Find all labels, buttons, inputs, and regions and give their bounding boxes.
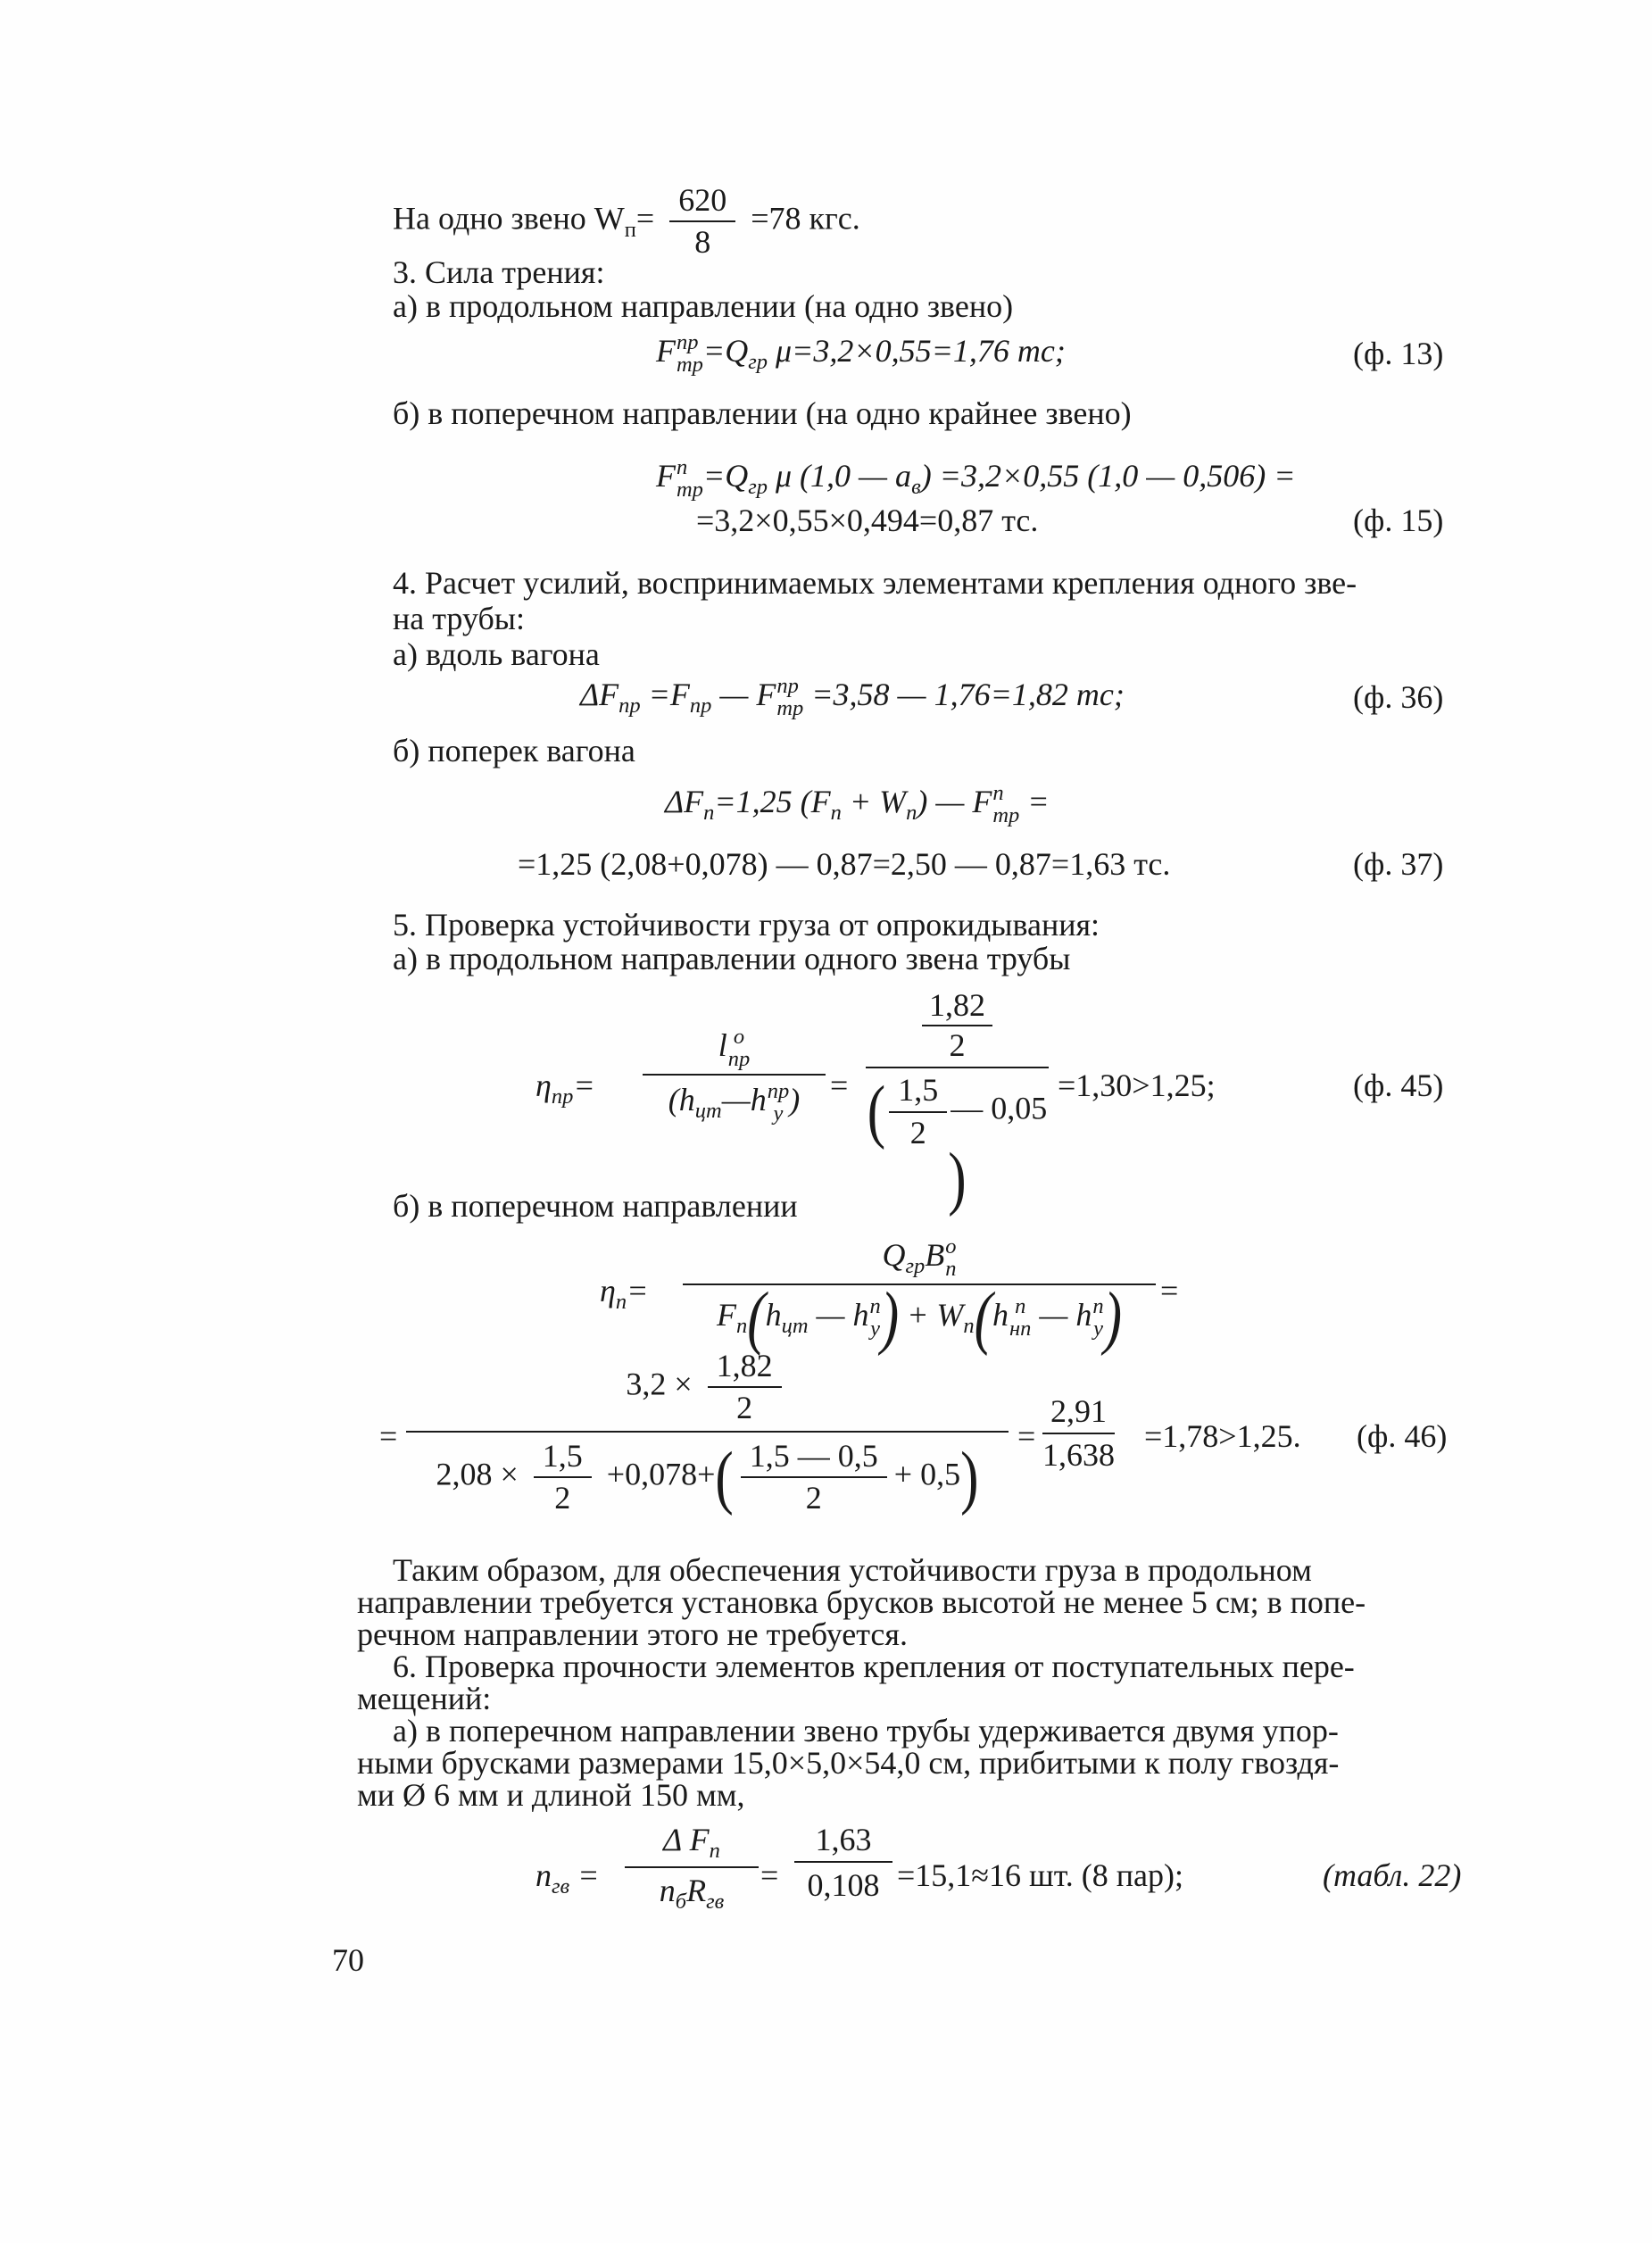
section-4-item-a: а) вдоль вагона — [393, 636, 600, 672]
eta-n-result: =1,78>1,25. — [1144, 1418, 1301, 1454]
sub: в — [911, 475, 921, 500]
num: 1,5 — 0,5 — [741, 1438, 887, 1478]
den: 1,638 — [1042, 1437, 1115, 1474]
ref-f46: (ф. 46) — [1357, 1418, 1448, 1454]
den: 2 — [805, 1480, 822, 1516]
text: μ (1,0 — a — [775, 458, 912, 494]
numerator: 620 — [669, 182, 735, 222]
text: На одно звено W — [393, 200, 625, 237]
text: =Q — [702, 333, 749, 369]
eq-sign-2: = — [1160, 1273, 1179, 1308]
num: Δ F — [663, 1822, 710, 1857]
conclusion-line1: Таким образом, для обеспечения устойчивости груза в продольном — [393, 1552, 1312, 1588]
n-result: =15,1≈16 шт. (8 пар); — [897, 1857, 1184, 1893]
sup-sub: пр тр — [677, 330, 703, 377]
eta-pr-result: =1,30>1,25; — [1058, 1068, 1216, 1103]
formula-force-along: $\Delta F_{пр} =F_{пр}$ — F пр тр =3,58 — 1,76=1,82 тс; — [580, 674, 1125, 720]
text: =1,25 (F — [714, 784, 831, 819]
ref-table22: (табл. 22) — [1323, 1857, 1462, 1893]
den: n — [659, 1872, 676, 1908]
section-3-heading: 3. Сила трения: — [393, 254, 605, 290]
ref-f45: (ф. 45) — [1353, 1068, 1444, 1103]
text: — 0,05 — [951, 1091, 1048, 1127]
text: + W — [841, 784, 907, 819]
text: 3,2 × — [626, 1366, 693, 1402]
text: =3,58 — 1,76=1,82 тс; — [803, 677, 1125, 712]
numerator: 1,82 — [922, 986, 992, 1026]
text: ) =3,2×0,55 (1,0 — 0,506) = — [920, 458, 1296, 494]
page-number: 70 — [332, 1942, 364, 1978]
text: μ=3,2×0,55=1,76 тс; — [775, 333, 1066, 369]
den: 2 — [736, 1390, 753, 1426]
formula-friction-transverse-2: =3,2×0,55×0,494=0,87 тс. — [696, 503, 1039, 538]
section-4-heading-line2: на трубы: — [393, 601, 525, 636]
conclusion-line2: направлении требуется установка брусков высотой не менее 5 см; в попе- — [357, 1584, 1366, 1620]
text: ) — F — [917, 784, 992, 819]
eta-pr-label: $\eta_{пр}=$ — [535, 1068, 595, 1109]
text: — F — [711, 677, 776, 712]
text: 2,08 × — [436, 1456, 519, 1492]
eta-n-frac: $Q_{гр}B$ о п $F_п(h_{цт}$ — h п у ) + $W_п(h$ п нп — h п у ) — [683, 1236, 1156, 1345]
section-3-item-b: б) в поперечном направлении (на одно крайнее звено) — [393, 395, 1132, 431]
result: =78 кгс. — [751, 200, 860, 237]
eq: = — [635, 200, 655, 237]
denominator: ( $\frac{1,5}{2}$ — 0,05) — [867, 1071, 1048, 1218]
eta-n-label: $\eta_п=$ — [600, 1273, 649, 1315]
num: 1,63 — [794, 1821, 892, 1863]
ref-f15: (ф. 15) — [1353, 503, 1444, 538]
n-frac2 — [794, 1821, 892, 1905]
ref-f36: (ф. 36) — [1353, 679, 1444, 715]
sup-sub: пр тр — [776, 674, 804, 720]
eta-pr-frac2 — [866, 986, 1049, 1218]
sup-sub: п тр — [992, 781, 1020, 827]
section-6-line3: а) в поперечном направлении звено трубы удерживается двумя упор- — [393, 1713, 1339, 1749]
section-6-line5: ми Ø 6 мм и длиной 150 мм, — [357, 1777, 745, 1813]
sub: гр — [748, 475, 768, 500]
wind-load-line — [393, 182, 860, 262]
formula-force-across-2: =1,25 (2,08+0,078) — 0,87=2,50 — 0,87=1,63 тс. — [518, 846, 1171, 882]
subscript: п — [624, 217, 636, 242]
formula-friction-longitudinal: F пр тр $=Q_{гр}$ μ=3,2×0,55=1,76 тс; — [656, 330, 1066, 377]
numerator-den: 2 — [949, 1027, 966, 1064]
eq-sign-4: = — [1017, 1418, 1036, 1454]
ref-f37: (ф. 37) — [1353, 846, 1444, 882]
section-5-heading: 5. Проверка устойчивости груза от опрокидывания: — [393, 907, 1100, 943]
eta-n-frac-big: 3,2 × $\frac{1,82}{2}$ 2,08 × $\frac{1,5}{2}$ +0,078+( $\frac{1,5 — 0,5}{2}$ + 0,5) — [406, 1348, 1009, 1517]
section-5-item-b: б) в поперечном направлении — [393, 1188, 798, 1224]
num: 2,91 — [1042, 1392, 1115, 1434]
section-6-line4: ными брусками размерами 15,0×5,0×54,0 см, прибитыми к полу гвоздя- — [357, 1745, 1340, 1781]
eq-sign-5: = — [760, 1857, 779, 1893]
sub: гр — [748, 350, 768, 375]
frac-291 — [1042, 1392, 1115, 1475]
sup-sub: п тр — [677, 455, 703, 502]
text: ΔF — [580, 677, 619, 712]
n-frac1: Δ $F_п$ $n_бR_{гв}$ — [625, 1821, 759, 1915]
den: 2 — [909, 1114, 926, 1151]
text: = — [1019, 784, 1050, 819]
section-4-item-b: б) поперек вагона — [393, 733, 635, 768]
ref-f13: (ф. 13) — [1353, 336, 1444, 371]
conclusion-line3: речном направлении этого не требуется. — [357, 1616, 908, 1652]
den: 0,108 — [807, 1867, 880, 1904]
section-5-item-a: а) в продольном направлении одного звена трубы — [393, 941, 1071, 976]
formula-friction-transverse-1: F п тр $=Q_{гр}$ μ (1,0 — $a_в) =3,2\times 0,55$ (1,0 — 0,506) = — [656, 455, 1296, 502]
num: 1,82 — [708, 1348, 782, 1388]
denominator: 8 — [694, 224, 711, 261]
text: =F — [640, 677, 690, 712]
text: +0,078+ — [606, 1456, 716, 1492]
section-4-heading-line1: 4. Расчет усилий, воспринимаемых элементами крепления одного зве- — [393, 565, 1357, 601]
section-6-line2: мещений: — [357, 1681, 492, 1716]
eta-pr-frac1: l о пр ($h_{цт}—h$ пр у ) — [643, 1026, 826, 1125]
num: 1,5 — [889, 1072, 947, 1112]
section-3-item-a: а) в продольном направлении (на одно звено) — [393, 288, 1014, 324]
den: 2 — [554, 1480, 571, 1516]
eq-sign: = — [830, 1068, 849, 1103]
fraction — [669, 182, 735, 262]
formula-force-across-1: $\Delta F_п=1,25$ $(F_п + W_п)$ — F п тр = — [665, 781, 1050, 827]
text: + 0,5 — [893, 1456, 961, 1492]
num: 1,5 — [534, 1438, 592, 1478]
eq-sign-3: = — [379, 1418, 398, 1454]
n-gv-label: $n_{гв}$ = — [535, 1857, 600, 1899]
text: ΔF — [665, 784, 704, 819]
section-6-line1: 6. Проверка прочности элементов крепления от поступательных пере- — [393, 1649, 1355, 1684]
